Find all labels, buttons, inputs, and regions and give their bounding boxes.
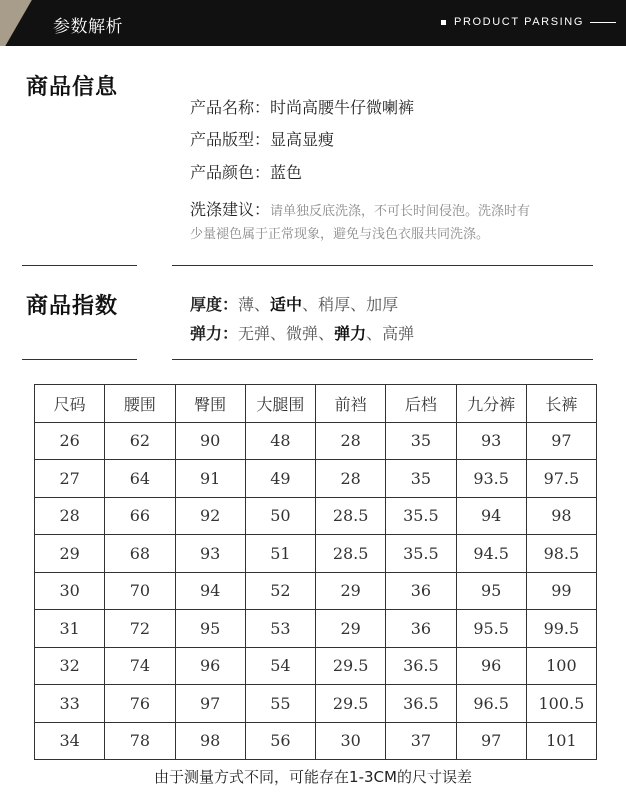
product-info-title: 商品信息 xyxy=(26,75,119,100)
product-fit-value: 显高显瘦 xyxy=(270,130,335,149)
table-cell: 100.5 xyxy=(526,685,596,723)
product-name-label: 产品名称： xyxy=(190,98,271,117)
table-cell: 95 xyxy=(175,610,245,648)
table-cell: 36 xyxy=(386,610,456,648)
elasticity-label: 弹力： xyxy=(190,324,239,343)
elasticity-line: 弹力：无弹、微弹、弹力、高弹 xyxy=(190,324,415,343)
table-row xyxy=(35,685,597,723)
thickness-line: 厚度：薄、适中、稍厚、加厚 xyxy=(190,295,399,314)
table-cell: 62 xyxy=(105,422,175,460)
table-cell: 98 xyxy=(526,497,596,535)
size-table-body xyxy=(35,422,597,760)
table-cell: 97 xyxy=(175,685,245,723)
table-cell: 28 xyxy=(35,497,105,535)
table-cell: 32 xyxy=(35,647,105,685)
table-cell: 29 xyxy=(316,610,386,648)
table-cell: 96 xyxy=(175,647,245,685)
product-color-line xyxy=(190,160,302,183)
thickness-option-selected: 适中 xyxy=(270,295,303,314)
table-cell: 70 xyxy=(105,572,175,610)
divider-left-1 xyxy=(22,265,137,266)
table-cell: 35.5 xyxy=(386,535,456,573)
table-cell: 28.5 xyxy=(316,535,386,573)
table-cell: 91 xyxy=(175,460,245,498)
table-row xyxy=(35,610,597,648)
table-cell: 28 xyxy=(316,460,386,498)
table-cell: 49 xyxy=(245,460,315,498)
table-row xyxy=(35,722,597,760)
table-cell: 97 xyxy=(456,722,526,760)
header-bar xyxy=(0,0,626,46)
table-cell: 94 xyxy=(175,572,245,610)
header-cell: 尺码 xyxy=(35,385,105,423)
table-cell: 68 xyxy=(105,535,175,573)
table-cell: 54 xyxy=(245,647,315,685)
table-cell: 94.5 xyxy=(456,535,526,573)
table-cell: 28 xyxy=(316,422,386,460)
header-cell: 长裤 xyxy=(526,385,596,423)
divider-left-2 xyxy=(22,359,137,360)
table-cell: 27 xyxy=(35,460,105,498)
header-en-text: PRODUCT PARSING xyxy=(454,16,584,28)
product-name-value: 时尚高腰牛仔微喇裤 xyxy=(270,98,415,117)
table-cell: 33 xyxy=(35,685,105,723)
table-cell: 30 xyxy=(316,722,386,760)
table-cell: 30 xyxy=(35,572,105,610)
table-cell: 37 xyxy=(386,722,456,760)
table-cell: 72 xyxy=(105,610,175,648)
table-cell: 35 xyxy=(386,422,456,460)
table-cell: 99 xyxy=(526,572,596,610)
table-cell: 96 xyxy=(456,647,526,685)
thickness-option: 薄 xyxy=(238,295,255,314)
wash-advice-text-2: 少量褪色属于正常现象，避免与浅色衣服共同洗涤。 xyxy=(190,227,490,242)
table-cell: 98 xyxy=(175,722,245,760)
table-cell: 29 xyxy=(316,572,386,610)
table-cell: 50 xyxy=(245,497,315,535)
table-cell: 53 xyxy=(245,610,315,648)
product-name-line xyxy=(190,95,414,118)
divider-right-2 xyxy=(172,359,593,360)
header-dash-line xyxy=(590,22,616,23)
table-cell: 35.5 xyxy=(386,497,456,535)
elasticity-option: 无弹 xyxy=(238,324,271,343)
table-cell: 31 xyxy=(35,610,105,648)
table-cell: 52 xyxy=(245,572,315,610)
product-index-title: 商品指数 xyxy=(26,294,119,319)
table-cell: 51 xyxy=(245,535,315,573)
table-cell: 90 xyxy=(175,422,245,460)
table-cell: 76 xyxy=(105,685,175,723)
divider-right-1 xyxy=(172,265,593,266)
table-row xyxy=(35,572,597,610)
table-cell: 29 xyxy=(35,535,105,573)
elasticity-option: 微弹 xyxy=(286,324,319,343)
wash-advice-text-1: 请单独反底洗涤，不可长时间侵泡。洗涤时有 xyxy=(270,204,531,219)
table-cell: 29.5 xyxy=(316,685,386,723)
size-table-header-row xyxy=(35,385,597,423)
table-cell: 92 xyxy=(175,497,245,535)
table-cell: 101 xyxy=(526,722,596,760)
table-cell: 34 xyxy=(35,722,105,760)
size-table xyxy=(34,384,597,760)
table-cell: 97 xyxy=(526,422,596,460)
table-cell: 99.5 xyxy=(526,610,596,648)
table-cell: 29.5 xyxy=(316,647,386,685)
header-cell: 前裆 xyxy=(316,385,386,423)
product-color-value: 蓝色 xyxy=(270,163,303,182)
header-accent-stripe xyxy=(0,0,44,46)
header-english-label xyxy=(441,16,616,28)
table-cell: 93 xyxy=(175,535,245,573)
product-fit-label: 产品版型： xyxy=(190,130,271,149)
thickness-label: 厚度： xyxy=(190,295,239,314)
table-cell: 36.5 xyxy=(386,685,456,723)
thickness-option: 稍厚 xyxy=(318,295,351,314)
table-row xyxy=(35,647,597,685)
header-cell: 腰围 xyxy=(105,385,175,423)
header-cell: 臀围 xyxy=(175,385,245,423)
table-cell: 78 xyxy=(105,722,175,760)
table-cell: 48 xyxy=(245,422,315,460)
table-cell: 55 xyxy=(245,685,315,723)
table-cell: 36 xyxy=(386,572,456,610)
table-cell: 98.5 xyxy=(526,535,596,573)
table-cell: 26 xyxy=(35,422,105,460)
elasticity-option-selected: 弹力 xyxy=(334,324,367,343)
square-bullet-icon xyxy=(441,20,446,25)
wash-advice-label: 洗涤建议： xyxy=(190,200,271,219)
table-cell: 56 xyxy=(245,722,315,760)
table-row xyxy=(35,422,597,460)
elasticity-option: 高弹 xyxy=(382,324,415,343)
table-cell: 74 xyxy=(105,647,175,685)
table-cell: 64 xyxy=(105,460,175,498)
table-cell: 93 xyxy=(456,422,526,460)
table-row xyxy=(35,535,597,573)
table-cell: 100 xyxy=(526,647,596,685)
table-cell: 97.5 xyxy=(526,460,596,498)
table-cell: 93.5 xyxy=(456,460,526,498)
product-color-label: 产品颜色： xyxy=(190,163,271,182)
table-row xyxy=(35,497,597,535)
thickness-option: 加厚 xyxy=(366,295,399,314)
table-cell: 95 xyxy=(456,572,526,610)
product-fit-line xyxy=(190,127,334,150)
header-cell: 九分裤 xyxy=(456,385,526,423)
table-cell: 36.5 xyxy=(386,647,456,685)
wash-advice-line xyxy=(190,197,530,220)
table-cell: 96.5 xyxy=(456,685,526,723)
header-cell: 大腿围 xyxy=(245,385,315,423)
table-cell: 95.5 xyxy=(456,610,526,648)
table-cell: 66 xyxy=(105,497,175,535)
table-row xyxy=(35,460,597,498)
header-title: 参数解析 xyxy=(53,17,123,37)
table-cell: 94 xyxy=(456,497,526,535)
table-cell: 35 xyxy=(386,460,456,498)
measurement-footnote: 由于测量方式不同，可能存在1-3CM的尺寸误差 xyxy=(154,768,472,786)
header-cell: 后档 xyxy=(386,385,456,423)
table-cell: 28.5 xyxy=(316,497,386,535)
